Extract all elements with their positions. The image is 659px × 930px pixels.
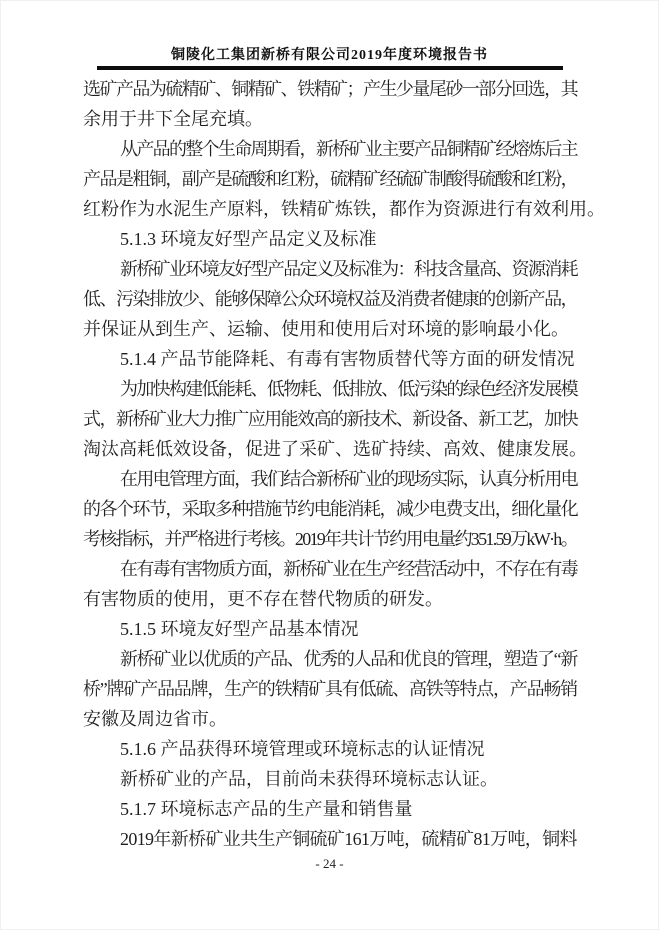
line-text: 低、污染排放少、能够保障公众环境权益及消费者健康的创新产品，: [83, 289, 578, 309]
line-text: 新桥矿业环境友好型产品定义及标准为：科技含量高、资源消耗: [120, 259, 577, 279]
line-text: 式，新桥矿业大力推广应用能效高的新技术、新设备、新工艺，加快: [83, 409, 578, 429]
line-text: 5.1.3 环境友好型产品定义及标准: [120, 229, 377, 249]
body-line: [83, 584, 577, 614]
body-line: [83, 284, 577, 314]
body-line: [83, 104, 577, 134]
line-text: 5.1.7 环境标志产品的生产量和销售量: [120, 799, 413, 819]
line-text: 并保证从到生产、运输、使用和使用后对环境的影响最小化。: [83, 319, 569, 339]
body-line: [83, 464, 577, 494]
body-line: [83, 554, 577, 584]
body-line: [83, 644, 577, 674]
line-text: 红粉作为水泥生产原料，铁精矿炼铁，都作为资源进行有效利用。: [83, 199, 605, 219]
body-line: [83, 404, 577, 434]
body-line: [83, 494, 577, 524]
section-heading: [83, 224, 577, 254]
line-text: 从产品的整个生命周期看，新桥矿业主要产品铜精矿经熔炼后主: [120, 139, 577, 159]
document-body: [83, 74, 605, 854]
body-line: [83, 374, 577, 404]
body-line: [83, 164, 577, 194]
line-text: 选矿产品为硫精矿、铜精矿、铁精矿；产生少量尾砂一部分回选，其: [83, 79, 578, 99]
line-text: 新桥矿业以优质的产品、优秀的人品和优良的管理，塑造了“新: [120, 649, 578, 669]
body-line: [83, 254, 577, 284]
line-text: 为加快构建低能耗、低物耗、低排放、低污染的绿色经济发展模: [120, 379, 577, 399]
line-text: 5.1.5 环境友好型产品基本情况: [120, 619, 359, 639]
body-line: [83, 314, 577, 344]
header-rule: [97, 66, 563, 70]
section-heading: [83, 614, 577, 644]
line-text: 在有毒有害物质方面，新桥矿业在生产经营活动中，不存在有毒: [120, 559, 577, 579]
body-line: [83, 134, 577, 164]
page-header-title: 铜陵化工集团新桥有限公司2019年度环境报告书: [171, 48, 488, 63]
section-heading: [83, 794, 577, 824]
body-line: [83, 434, 587, 464]
line-text: 5.1.4 产品节能降耗、有毒有害物质替代等方面的研发情况: [120, 349, 575, 369]
section-heading: [83, 344, 577, 374]
line-text: 余用于井下全尾充填。: [83, 109, 263, 129]
page-number: - 24 -: [315, 856, 344, 871]
body-line: [83, 674, 577, 704]
line-text: 2019年新桥矿业共生产铜硫矿161万吨，硫精矿81万吨，铜料: [120, 829, 577, 849]
body-line: [83, 74, 577, 104]
line-text: 产品是粗铜，副产是硫酸和红粉，硫精矿经硫矿制酸得硫酸和红粉，: [83, 169, 578, 189]
line-text: 桥”牌矿产品品牌，生产的铁精矿具有低硫、高铁等特点，产品畅销: [83, 679, 577, 699]
line-text: 有害物质的使用，更不存在替代物质的研发。: [83, 589, 443, 609]
body-line: [83, 704, 577, 734]
line-text: 在用电管理方面，我们结合新桥矿业的现场实际，认真分析用电: [120, 469, 577, 489]
line-text: 5.1.6 产品获得环境管理或环境标志的认证情况: [120, 739, 485, 759]
body-line: [83, 764, 577, 794]
line-text: 淘汰高耗低效设备，促进了采矿、选矿持续、高效、健康发展。: [83, 439, 587, 459]
body-line: [83, 194, 605, 224]
body-line: [83, 524, 577, 554]
line-text: 安徽及周边省市。: [83, 709, 227, 729]
line-text: 考核指标，并严格进行考核。2019年共计节约用电量约351.59万kW·h。: [83, 529, 577, 549]
line-text: 的各个环节，采取多种措施节约电能消耗，减少电费支出，细化量化: [83, 499, 578, 519]
section-heading: [83, 734, 577, 764]
body-line: [83, 824, 577, 854]
line-text: 新桥矿业的产品，目前尚未获得环境标志认证。: [120, 769, 498, 789]
